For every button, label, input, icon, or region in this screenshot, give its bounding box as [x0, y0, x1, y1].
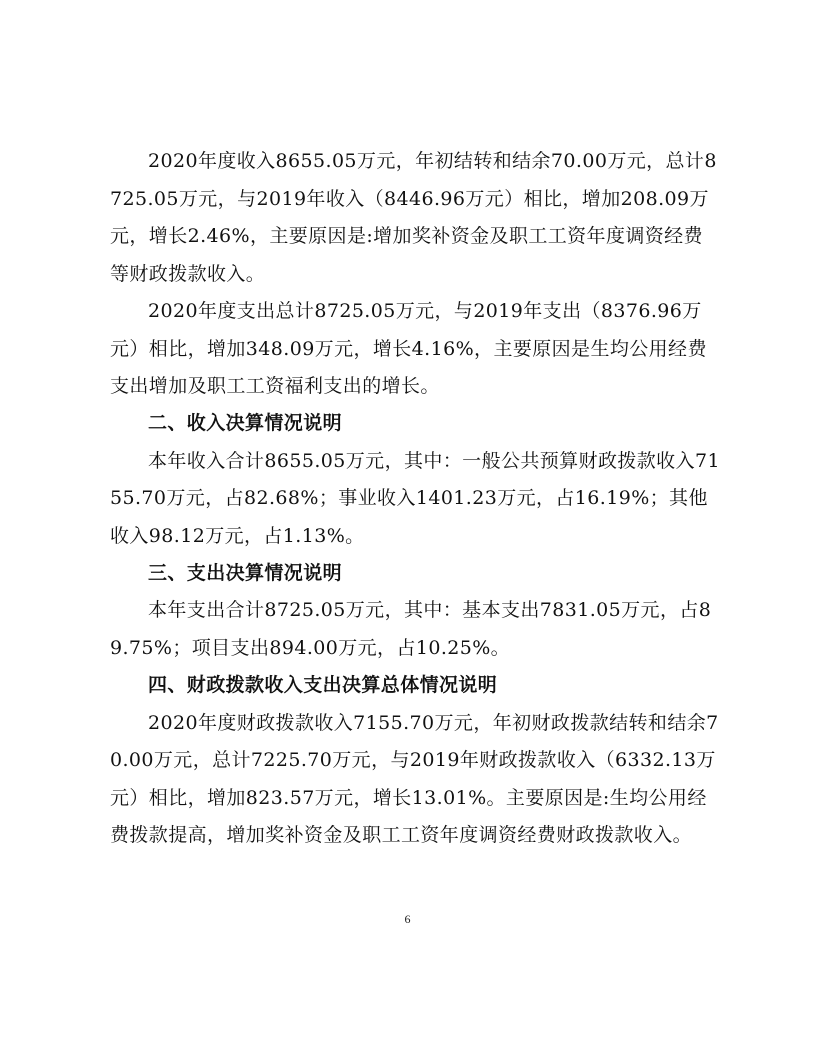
income-detail-paragraph: 本年收入合计8655.05万元，其中：一般公共预算财政拨款收入7155.70万元，占82.68%；事业收入1401.23万元，占16.19%；其他收入98.12万元，占1.13%。 — [110, 449, 720, 547]
expense-detail-paragraph: 本年支出合计8725.05万元，其中：基本支出7831.05万元，占89.75%；项目支出894.00万元，占10.25%。 — [110, 599, 712, 659]
expense-section-heading: 三、支出决算情况说明 — [148, 561, 343, 584]
expense-overview-paragraph: 2020年度支出总计8725.05万元，与2019年支出（8376.96万元）相比，增加348.09万元，增长4.16%，主要原因是生均公用经费支出增加及职工工资福利支出的增长。 — [110, 300, 707, 397]
income-section-heading: 二、收入决算情况说明 — [148, 412, 343, 434]
document-body — [110, 143, 722, 892]
fiscal-detail-paragraph: 2020年度财政拨款收入7155.70万元，年初财政拨款结转和结余70.00万元，总计7225.70万元，与2019年财政拨款收入（6332.13万元）相比，增加823.57万元，增长13.01%。主要原因是:生均公用经费拨款提高，增加奖补资金及职工工资年度调资经费财政拨款收入。 — [110, 711, 719, 846]
page-number: 6 — [404, 912, 411, 926]
fiscal-section-heading: 四、财政拨款收入支出决算总体情况说明 — [148, 674, 498, 696]
income-overview-paragraph: 2020年度收入8655.05万元，年初结转和结余70.00万元，总计8725.05万元，与2019年收入（8446.96万元）相比，增加208.09万元，增长2.46%，主要原因是:增加奖补资金及职工工资年度调资经费等财政拨款收入。 — [110, 150, 717, 285]
